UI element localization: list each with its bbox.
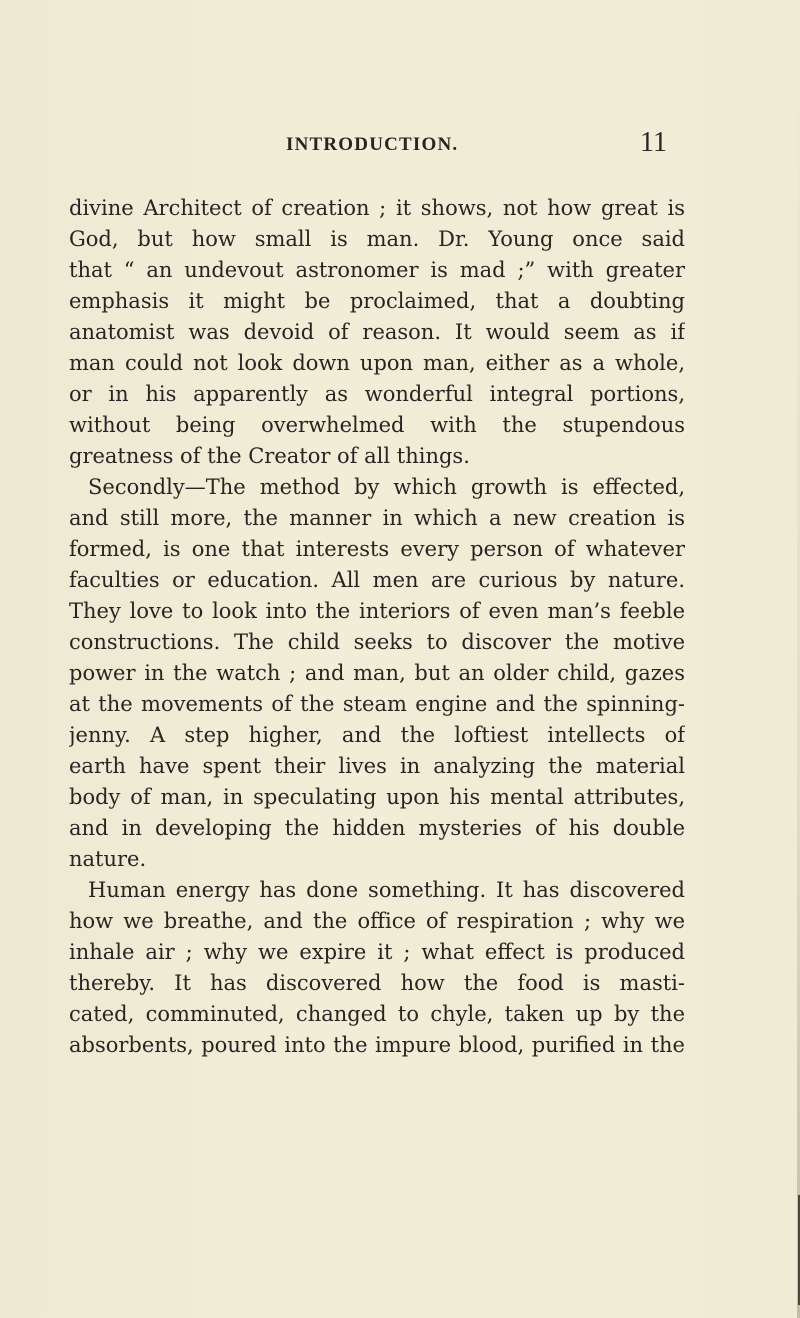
text-line: They love to look into the interiors of even man’s feeble	[69, 599, 685, 623]
text-line: inhale air ; why we expire it ; what effect is produced	[69, 940, 685, 964]
text-line: formed, is one that interests every person of whatever	[69, 537, 685, 561]
text-line: without being overwhelmed with the stupendous	[69, 413, 685, 437]
text-line: absorbents, poured into the impure blood, purified in the	[69, 1033, 685, 1057]
text-line: greatness of the Creator of all things.	[69, 444, 470, 468]
page-number: 11	[640, 127, 667, 158]
body-text	[69, 193, 685, 1061]
text-line: cated, comminuted, changed to chyle, taken up by the	[69, 1002, 685, 1026]
text-line: how we breathe, and the office of respiration ; why we	[69, 909, 685, 933]
text-line: faculties or education. All men are curious by nature.	[69, 568, 685, 592]
text-line: man could not look down upon man, either as a whole,	[69, 351, 685, 375]
text-line: Human energy has done something. It has discovered	[88, 878, 685, 902]
text-line: and in developing the hidden mysteries of his double	[69, 816, 685, 840]
text-line: nature.	[69, 847, 147, 871]
text-line: anatomist was devoid of reason. It would seem as if	[69, 320, 685, 344]
text-line: God, but how small is man. Dr. Young once said	[69, 227, 685, 251]
text-line: and still more, the manner in which a new creation is	[69, 506, 685, 530]
text-line: that “ an undevout astronomer is mad ;” with greater	[69, 258, 685, 282]
text-line: power in the watch ; and man, but an older child, gazes	[69, 661, 685, 685]
text-line: divine Architect of creation ; it shows, not how great is	[69, 196, 685, 220]
text-line: or in his apparently as wonderful integral portions,	[69, 382, 685, 406]
text-line: emphasis it might be proclaimed, that a doubting	[69, 289, 685, 313]
text-line: earth have spent their lives in analyzing the material	[69, 754, 685, 778]
text-line: jenny. A step higher, and the loftiest intellects of	[69, 723, 685, 747]
text-line: body of man, in speculating upon his mental attributes,	[69, 785, 685, 809]
text-line: Secondly—The method by which growth is effected,	[88, 475, 685, 499]
text-line: constructions. The child seeks to discover the motive	[69, 630, 685, 654]
text-line: thereby. It has discovered how the food is masti-	[69, 971, 685, 995]
running-head	[0, 127, 800, 164]
text-line: at the movements of the steam engine and the spinning-	[69, 692, 685, 716]
chapter-heading: INTRODUCTION.	[286, 134, 459, 155]
